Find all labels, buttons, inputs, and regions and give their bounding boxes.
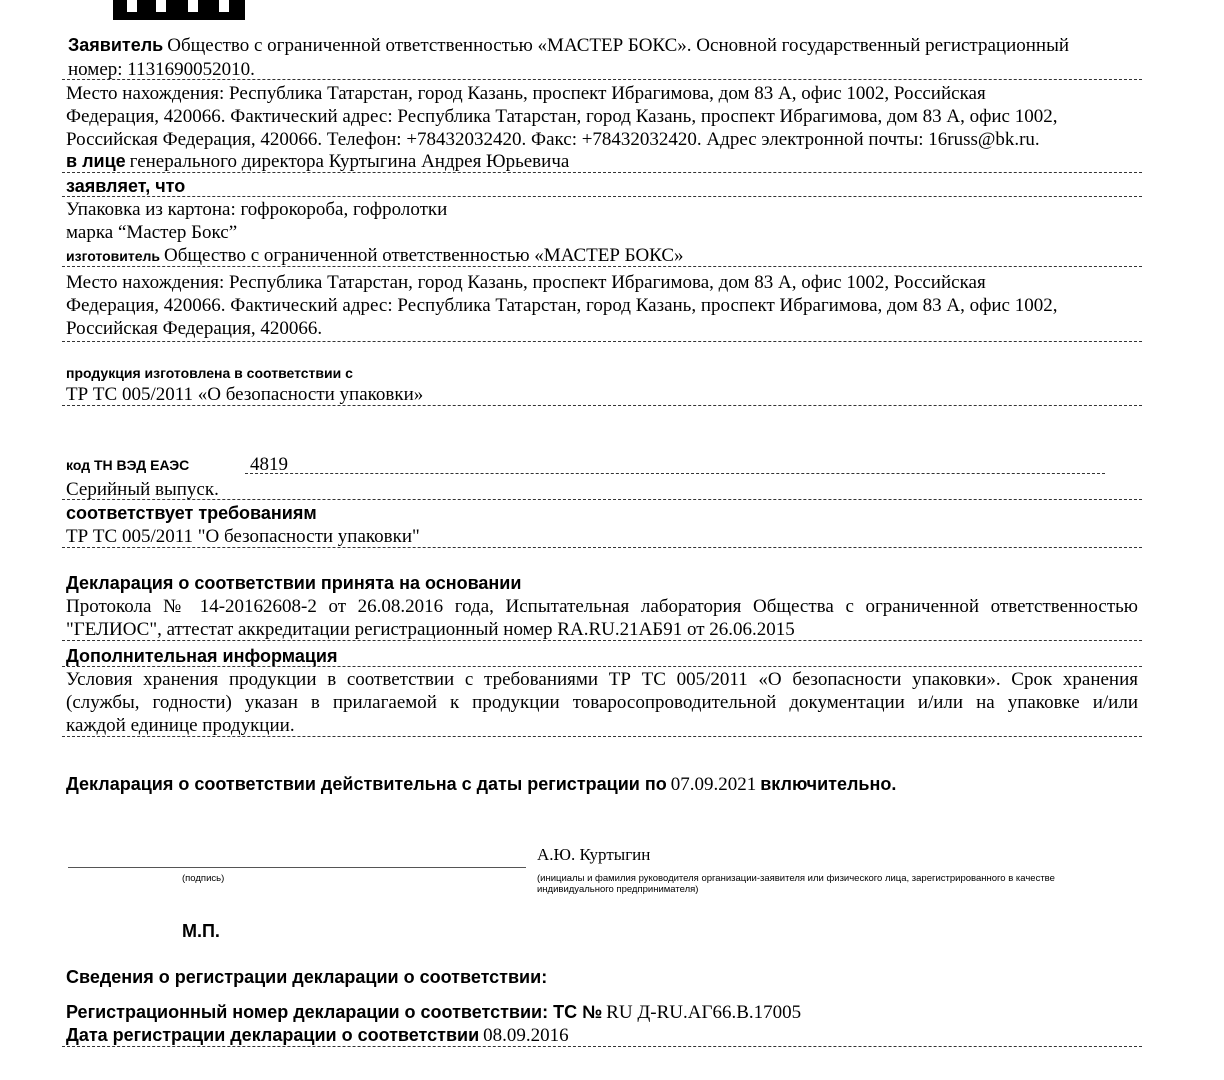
validity-date: 07.09.2021	[670, 774, 757, 795]
product-brand: марка “Мастер Бокс”	[66, 222, 238, 243]
product-name: Упаковка из картона: гофрокороба, гофролотки	[66, 199, 448, 220]
registration-date-label: Дата регистрации декларации о соответствии	[66, 1025, 480, 1045]
applicant-address-line: Место нахождения: Республика Татарстан, город Казань, проспект Ибрагимова, дом 83 А, офис 1002, Российская	[66, 83, 986, 104]
divider	[62, 640, 1142, 641]
basis-line-2: "ГЕЛИОС", аттестат аккредитации регистрационный номер RA.RU.21АБ91 от 26.06.2015	[66, 619, 795, 640]
validity-prefix: Декларация о соответствии действительна с даты регистрации по	[66, 774, 667, 794]
complies-standard: ТР ТС 005/2011 "О безопасности упаковки"	[66, 526, 420, 547]
divider	[62, 499, 1142, 500]
applicant-person	[66, 152, 569, 171]
registration-number-label: Регистрационный номер декларации о соответствии: ТС №	[66, 1002, 603, 1022]
registration-number-value: RU Д-RU.АГ66.В.17005	[606, 1002, 802, 1023]
basis-line-1: Протокола № 14-20162608-2 от 26.08.2016 года, Испытательная лаборатория Общества с ограниченной ответственностью	[66, 596, 1138, 617]
signature-line	[68, 867, 526, 868]
applicant-name: Общество с ограниченной ответственностью «МАСТЕР БОКС». Основной государственный регистрационный	[167, 35, 1070, 56]
person-value: генерального директора Куртыгина Андрея Юрьевича	[129, 151, 570, 172]
applicant-label: Заявитель	[68, 35, 164, 55]
validity-suffix: включительно.	[760, 774, 897, 794]
signature-caption: (подпись)	[182, 873, 225, 884]
registration-heading: Сведения о регистрации декларации о соответствии:	[66, 967, 548, 987]
divider	[62, 405, 1142, 406]
divider	[62, 1046, 1142, 1047]
manufacturer-address-line: Российская Федерация, 420066.	[66, 318, 323, 339]
additional-line-1: Условия хранения продукции в соответствии с требованиями ТР ТС 005/2011 «О безопасности упаковки». Срок хранения	[66, 669, 1138, 690]
divider	[62, 341, 1142, 342]
applicant-ogrn: номер: 1131690052010.	[68, 59, 255, 80]
divider	[62, 79, 1142, 80]
manufacturer-address-line: Место нахождения: Республика Татарстан, город Казань, проспект Ибрагимова, дом 83 А, офис 1002, Российская	[66, 272, 986, 293]
declares-label: заявляет, что	[66, 176, 186, 196]
manufacturer-line	[66, 246, 684, 265]
divider	[62, 736, 1142, 737]
divider	[62, 172, 1142, 173]
additional-label: Дополнительная информация	[66, 646, 338, 666]
tn-ved-code: 4819	[250, 454, 288, 475]
divider	[62, 547, 1142, 548]
name-caption: (инициалы и фамилия руководителя организации-заявителя или физического лица, зарегистрированного в качестве	[537, 873, 1055, 884]
divider	[245, 473, 1105, 474]
applicant-line-1	[68, 36, 1069, 55]
registration-date	[66, 1026, 569, 1045]
tn-ved-label: код ТН ВЭД ЕАЭС	[66, 457, 190, 473]
manufacturer-label: изготовитель	[66, 248, 160, 264]
person-label: в лице	[66, 151, 126, 171]
applicant-address-line: Российская Федерация, 420066. Телефон: +78432032420. Факс: +78432032420. Адрес электронной почты: 16russ@bk.ru.	[66, 129, 1040, 150]
additional-line-3: каждой единице продукции.	[66, 715, 295, 736]
applicant-address-line: Федерация, 420066. Фактический адрес: Республика Татарстан, город Казань, проспект Ибрагимова, дом 83 А, офис 1002,	[66, 106, 1058, 127]
signatory-name: А.Ю. Куртыгин	[537, 845, 651, 864]
divider	[62, 666, 1142, 667]
manufacturer-address-line: Федерация, 420066. Фактический адрес: Республика Татарстан, город Казань, проспект Ибрагимова, дом 83 А, офис 1002,	[66, 295, 1058, 316]
header-logo-fragment	[113, 0, 245, 20]
complies-label: соответствует требованиям	[66, 503, 317, 523]
registration-number	[66, 1003, 801, 1022]
produced-per-label: продукция изготовлена в соответствии с	[66, 365, 353, 381]
stamp-place: М.П.	[182, 921, 220, 941]
additional-line-2: (службы, годности) указан в прилагаемой к продукции товаросопроводительной документации и/или на упаковке и/или	[66, 692, 1138, 713]
produced-per-standard: ТР ТС 005/2011 «О безопасности упаковки»	[66, 384, 424, 405]
divider	[62, 266, 1142, 267]
serial-release: Серийный выпуск.	[66, 479, 219, 500]
basis-label: Декларация о соответствии принята на основании	[66, 573, 522, 593]
name-caption: индивидуального предпринимателя)	[537, 884, 699, 895]
registration-date-value: 08.09.2016	[483, 1025, 569, 1046]
manufacturer-name: Общество с ограниченной ответственностью «МАСТЕР БОКС»	[164, 245, 684, 266]
divider	[62, 196, 1142, 197]
validity-statement	[66, 775, 896, 794]
